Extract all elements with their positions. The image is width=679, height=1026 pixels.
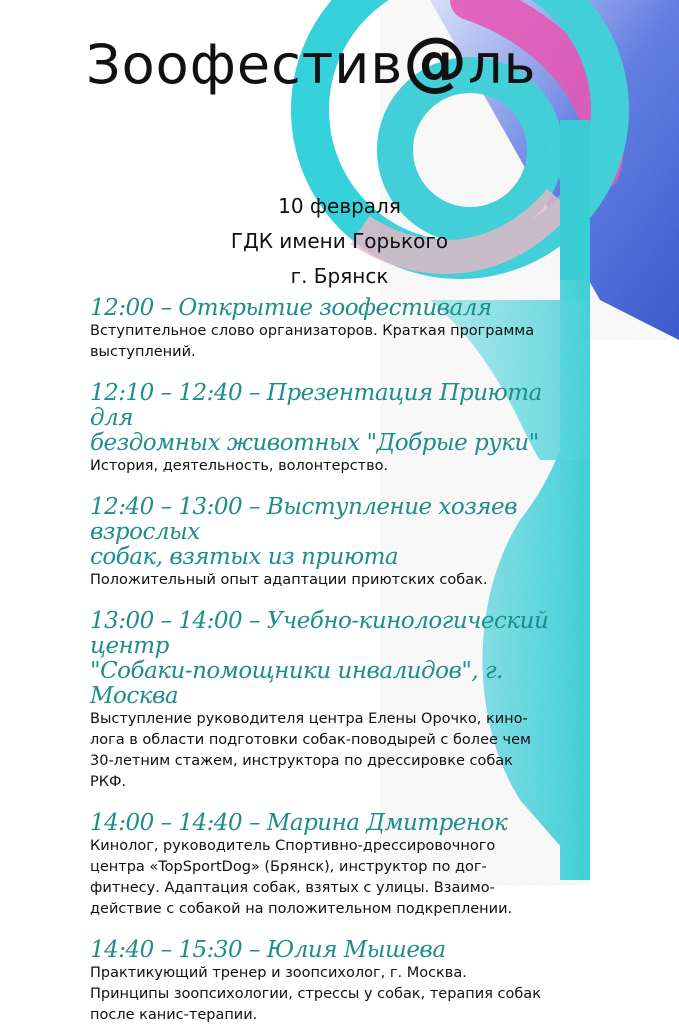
event-venue: ГДК имени Горького (230, 229, 449, 253)
entry-title: 12:10 – 12:40 – Презентация Приюта для бездомных животных "Добрые руки" (90, 380, 542, 456)
title-prefix: Зоофестив (86, 33, 404, 96)
program-entry (90, 811, 590, 920)
program-entry (90, 381, 590, 477)
entry-title: 14:00 – 14:40 – Марина Дмитренок (90, 810, 508, 836)
event-date: 10 февраля (278, 194, 401, 218)
entry-description: История, деятельность, волонтерство. (90, 458, 389, 474)
event-city: г. Брянск (290, 264, 389, 288)
program-list (90, 296, 590, 1026)
entry-description: Практикующий тренер и зоопсихолог, г. Москва. Принципы зоопсихологии, стрессы у собак, терапия собак после канис-терапии. (90, 965, 541, 1023)
entry-description: Вступительное слово организаторов. Краткая программа выступлений. (90, 323, 535, 360)
poster-title (86, 25, 537, 99)
program-entry (90, 938, 590, 1026)
entry-title: 12:40 – 13:00 – Выступление хозяев взрослых собак, взятых из приюта (90, 494, 518, 570)
entry-title: 12:00 – Открытие зоофестиваля (90, 295, 492, 321)
title-at-sign: @ (403, 25, 469, 99)
entry-description: Кинолог, руководитель Спортивно-дрессировочного центра «TopSportDog» (Брянск), инструктор по дог- фитнесу. Адаптация собак, взятых с улицы. Взаимо- действие с собакой на положительном подкреплении. (90, 838, 513, 917)
entry-title: 13:00 – 14:00 – Учебно-кинологический центр "Собаки-помощники инвалидов", г. Москва (90, 608, 549, 709)
entry-description: Положительный опыт адаптации приютских собак. (90, 572, 488, 588)
program-entry (90, 609, 590, 793)
entry-title: 14:40 – 15:30 – Юлия Мышева (90, 937, 446, 963)
entry-description: Выступление руководителя центра Елены Орочко, кино- лога в области подготовки собак-поводырей с более чем 30-летним стажем, инструктора по дрессировке собак РКФ. (90, 711, 531, 790)
program-entry (90, 495, 590, 591)
title-suffix: ль (468, 33, 537, 96)
program-entry (90, 296, 590, 363)
